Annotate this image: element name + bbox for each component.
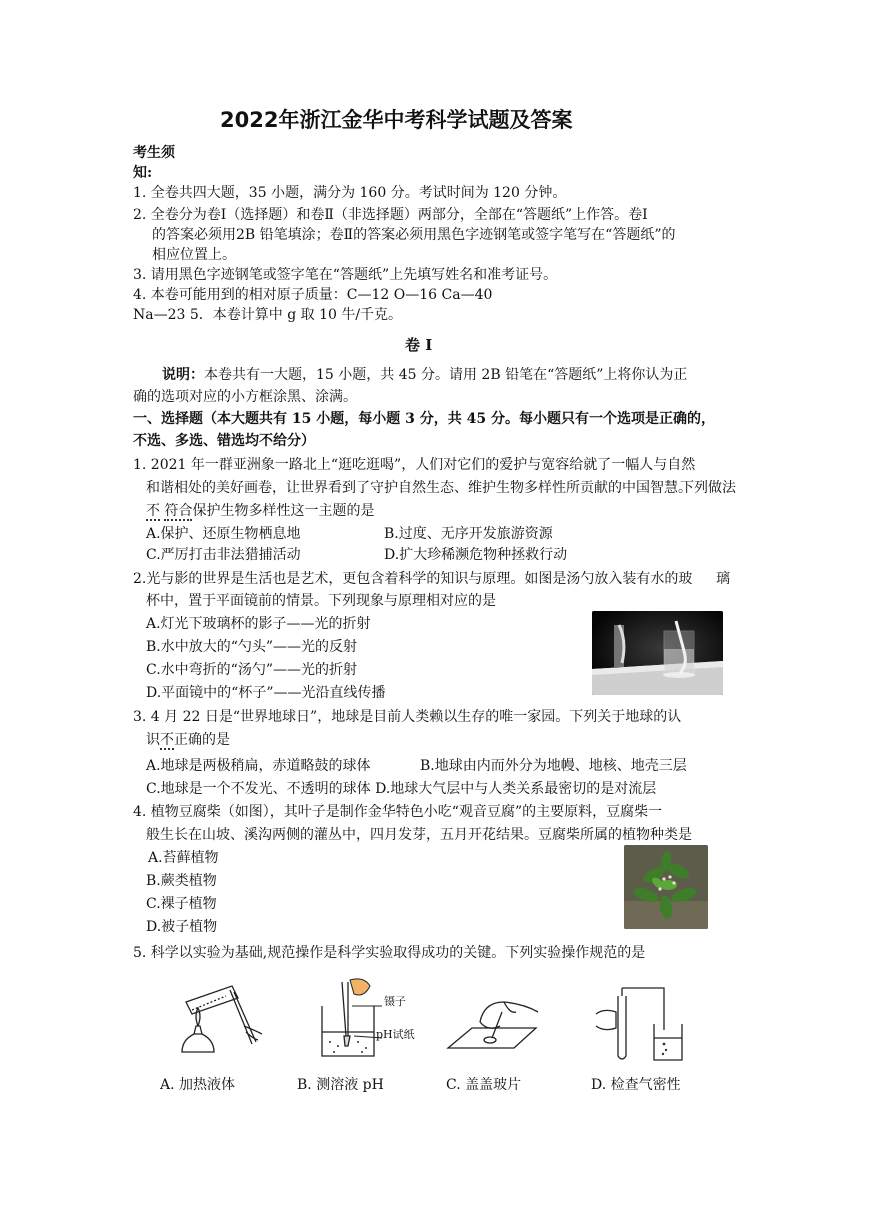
option-d[interactable]: D.扩大珍稀濒危物种拯救行动	[384, 547, 568, 563]
figure-check-airtightness	[592, 984, 692, 1066]
question-3-stem: 3. 4 月 22 日是“世界地球日”，地球是目前人类赖以生存的唯一家园。下列关于地球的认	[133, 709, 682, 725]
section-title: 卷 Ⅰ	[405, 336, 433, 354]
figure-caption-b[interactable]: B. 测溶液 pH	[297, 1077, 384, 1093]
notice-item: 相应位置上。	[152, 247, 236, 263]
question-4-stem: 4. 植物豆腐柴（如图），其叶子是制作金华特色小吃“观音豆腐”的主要原料，豆腐柴一	[133, 804, 663, 820]
option-a[interactable]: A.地球是两极稍扁，赤道略鼓的球体	[146, 758, 371, 774]
figure-measure-ph	[314, 976, 424, 1060]
instruction-line	[162, 364, 687, 386]
notice-item: 的答案必须用2B 铅笔填涂；卷Ⅱ的答案必须用黑色字迹钢笔或签字笔写在“答题纸”的	[152, 227, 676, 243]
label-ph-paper: pH试纸	[376, 1028, 415, 1041]
question-1-stem	[146, 500, 374, 522]
instruction-line: 确的选项对应的小方框涂黑、涂满。	[133, 389, 357, 405]
option-d[interactable]: D.被子植物	[146, 919, 218, 935]
question-3-stem	[146, 729, 230, 751]
plant-photo	[624, 845, 708, 929]
option-c[interactable]: C.水中弯折的“汤勺”——光的折射	[146, 662, 357, 678]
option-b[interactable]: B.蕨类植物	[146, 873, 217, 889]
notice-item: 2. 全卷分为卷Ⅰ（选择题）和卷Ⅱ（非选择题）两部分，全部在“答题纸”上作答。卷Ⅰ	[133, 207, 648, 223]
notice-heading-2: 知:	[133, 165, 153, 181]
question-text: 保护生物多样性这一主题的是	[192, 503, 375, 519]
question-1-stem: 下列做法	[680, 480, 736, 496]
figure-caption-a[interactable]: A. 加热液体	[160, 1077, 236, 1093]
emphasis-text: 不	[146, 503, 160, 519]
emphasis-text: 符合	[164, 503, 193, 519]
notice-heading-1: 考生须	[133, 145, 175, 161]
question-text: 正确的是	[174, 732, 230, 748]
spoon-glass-photo	[592, 611, 723, 695]
option-b[interactable]: B.过度、无序开发旅游资源	[384, 526, 553, 542]
notice-item: 4. 本卷可能用到的相对原子质量：C—12 O—16 Ca—40	[133, 287, 493, 303]
option-c-d[interactable]: C.地球是一个不发光、不透明的球体 D.地球大气层中与人类关系最密切的是对流层	[146, 781, 657, 797]
option-c[interactable]: C.严厉打击非法猎捕活动	[146, 547, 301, 563]
question-4-stem: 般生长在山坡、溪沟两侧的灌丛中，四月发芽，五月开花结果。豆腐柴所属的植物种类是	[146, 827, 692, 843]
notice-item: 3. 请用黑色字迹钢笔或签字笔在“答题纸”上先填写姓名和准考证号。	[133, 267, 558, 283]
option-a[interactable]: A.苔藓植物	[148, 850, 219, 866]
question-2-stem: 2.光与影的世界是生活也是艺术，更包含着科学的知识与原理。如图是汤勺放入装有水的玻	[133, 571, 693, 587]
part-heading: 一、选择题（本大题共有 15 小题，每小题 3 分，共 45 分。每小题只有一个选项是正确的，	[133, 411, 715, 427]
page-title: 2022年浙江金华中考科学试题及答案	[220, 108, 573, 132]
instruction-label: 说明：	[162, 367, 204, 383]
question-1-stem: 1. 2021 年一群亚洲象一路北上“逛吃逛喝”，人们对它们的爱护与宽容给就了一幅人与自然	[133, 457, 696, 473]
option-b[interactable]: B.地球由内而外分为地幔、地核、地壳三层	[420, 758, 687, 774]
question-5-stem: 5. 科学以实验为基础,规范操作是科学实验取得成功的关键。下列实验操作规范的是	[133, 945, 646, 961]
label-tweezers: 镊子	[384, 995, 406, 1008]
part-heading: 不选、多选、错选均不给分）	[133, 433, 315, 449]
option-a[interactable]: A.灯光下玻璃杯的影子——光的折射	[146, 616, 371, 632]
option-c[interactable]: C.裸子植物	[146, 896, 217, 912]
emphasis-text: 不	[160, 732, 174, 748]
notice-item: 1. 全卷共四大题，35 小题，满分为 160 分。考试时间为 120 分钟。	[133, 185, 567, 201]
instruction-text: 本卷共有一大题，15 小题，共 45 分。请用 2B 铅笔在“答题纸”上将你认为正	[204, 367, 688, 383]
figure-caption-d[interactable]: D. 检查气密性	[591, 1077, 681, 1093]
question-2-stem: 杯中，置于平面镜前的情景。下列现象与原理相对应的是	[146, 593, 496, 609]
figure-caption-c[interactable]: C. 盖盖玻片	[446, 1077, 522, 1093]
question-2-stem: 璃	[716, 571, 730, 587]
option-b[interactable]: B.水中放大的“勺头”——光的反射	[146, 639, 358, 655]
option-a[interactable]: A.保护、还原生物栖息地	[146, 526, 301, 542]
notice-item: Na—23 5．本卷计算中 g 取 10 牛/千克。	[133, 307, 403, 323]
option-d[interactable]: D.平面镜中的“杯子”——光沿直线传播	[146, 685, 386, 701]
question-text: 识	[146, 732, 160, 748]
figure-heating-liquid	[172, 982, 264, 1064]
question-1-stem: 和谐相处的美好画卷，让世界看到了守护自然生态、维护生物多样性所贡献的中国智慧。	[146, 480, 692, 496]
figure-cover-slip	[444, 992, 546, 1058]
